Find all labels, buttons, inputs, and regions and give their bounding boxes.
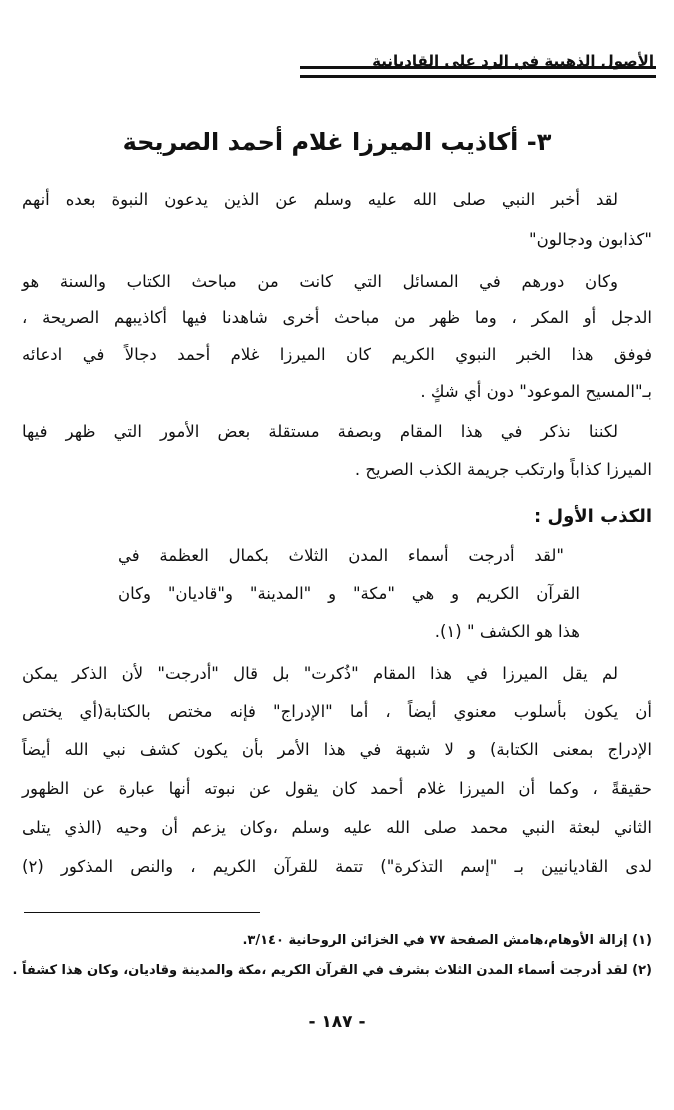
footnote-rule [24,912,260,913]
body-line: لقد أخبر النبي صلى الله عليه وسلم عن الذين يدعون النبوة بعده أنهم [22,190,618,209]
subheading: الكذب الأول : [534,506,652,527]
body-line: الدجل أو المكر ، وما ظهر من مباحث أخرى شاهدنا فيها أكاذيبهم الصريحة ، [22,308,652,327]
body-line: بـ"المسيح الموعود" دون أي شكٍ . [420,382,652,401]
body-line: لدى القاديانيين بـ "إسم التذكرة") تتمة للقرآن الكريم ، والنص المذكور (٢) [22,857,652,876]
body-line: الثاني لبعثة النبي محمد صلى الله عليه وسلم ،وكان يزعم أن وحيه (الذي يتلى [22,818,652,837]
footnote: (١) إزالة الأوهام،هامش الصفحة ٧٧ في الخزائن الروحانية ٣/١٤٠. [242,933,652,948]
body-line: لم يقل الميرزا في هذا المقام "ذُكرت" بل قال "أدرجت" لأن الذكر يمكن [22,664,618,683]
quote-line: هذا هو الكشف " (١). [434,622,580,641]
body-line: فوفق هذا الخبر النبوي الكريم كان الميرزا غلام أحمد دجالاً في ادعائه [22,345,652,364]
body-line: حقيقةً ، وكما أن الميرزا غلام أحمد كان يقول عن نبوته أنها عبارة عن الظهور [22,779,652,798]
running-header: الأصول الذهبية في الرد على القاديانية [372,52,654,70]
body-line: أن يكون بأسلوب معنوي أيضاً ، أما "الإدراج" فإنه مختص بالكتابة(أي يختص [22,702,652,721]
header-rule [300,66,656,78]
page-number: - ١٨٧ - [308,1012,366,1032]
section-title: ٣- أكاذيب الميرزا غلام أحمد الصريحة [122,128,552,156]
footnote: (٢) لقد أدرجت أسماء المدن الثلاث بشرف في القرآن الكريم ،مكة والمدينة وقاديان، وكان هذا كشفاً . [12,963,652,978]
body-line: لكننا نذكر في هذا المقام وبصفة مستقلة بعض الأمور التي ظهر فيها [22,422,618,441]
body-line: وكان دورهم في المسائل التي كانت من مباحث الكتاب والسنة هو [22,272,618,291]
body-line: "كذابون ودجالون" [529,230,652,249]
body-line: الإدراج بمعنى الكتابة) و لا شبهة في هذا الأمر بأن يكون كشف نبي الله أيضاً [22,740,652,759]
quote-line: القرآن الكريم و هي "مكة" و "المدينة" و"قاديان" وكان [118,584,580,603]
quote-line: "لقد أدرجت أسماء المدن الثلاث بكمال العظمة في [118,546,564,565]
body-line: الميرزا كذاباً وارتكب جريمة الكذب الصريح . [354,460,652,479]
